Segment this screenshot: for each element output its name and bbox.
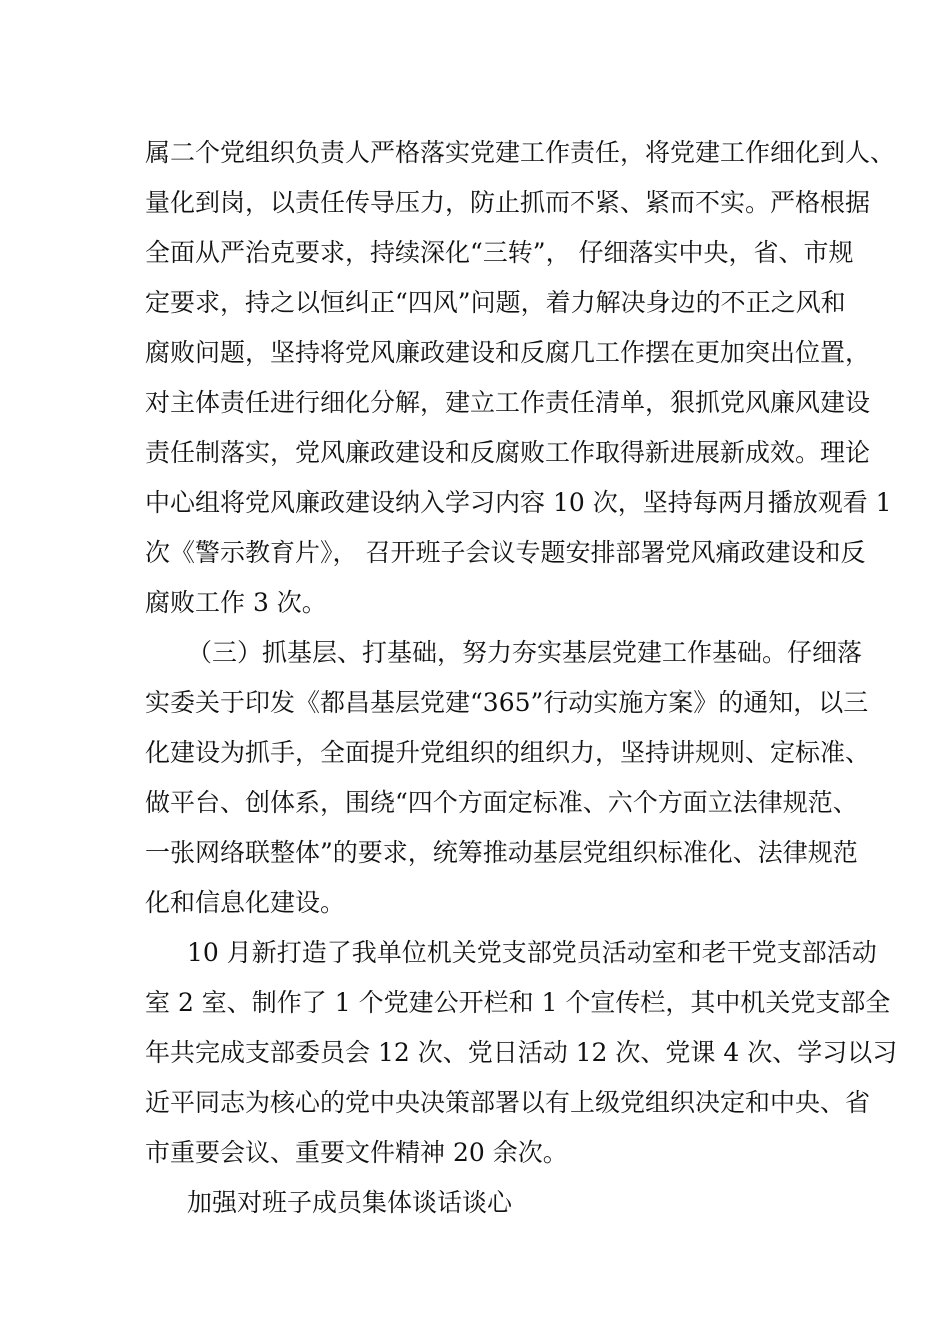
text-line: 近平同志为核心的党中央决策部署以有上级党组织决定和中央、省 [145, 1088, 871, 1117]
text-line: 实委关于印发《都昌基层党建“365”行动实施方案》的通知，以三 [145, 688, 869, 717]
text-line: 对主体责任进行细化分解，建立工作责任清单，狠抓党风廉风建设 [145, 388, 871, 417]
text-line: 责任制落实，党风廉政建设和反腐败工作取得新进展新成效。理论 [145, 438, 871, 467]
paragraph-4 [145, 1178, 825, 1228]
text-line: 全面从严治克要求，持续深化“三转”， 仔细落实中央，省、市规 [145, 238, 854, 267]
document-body [145, 128, 898, 1228]
text-line: 加强对班子成员集体谈话谈心 [187, 1188, 513, 1217]
text-line: 次《警示教育片》， 召开班子会议专题安排部署党风痛政建设和反 [145, 538, 866, 567]
text-line: 腐败问题，坚持将党风廉政建设和反腐几工作摆在更加突出位置， [145, 338, 871, 367]
text-line: 市重要会议、重要文件精神 20 余次。 [145, 1138, 568, 1167]
text-line: 中心组将党风廉政建设纳入学习内容 10 次，坚持每两月播放观看 1 [145, 488, 892, 517]
text-line: （三）抓基层、打基础，努力夯实基层党建工作基础。仔细落 [187, 638, 863, 667]
text-line: 做平台、创体系，围绕“四个方面定标准、六个方面立法律规范、 [145, 788, 858, 817]
text-line: 室 2 室、制作了 1 个党建公开栏和 1 个宣传栏，其中机关党支部全 [145, 988, 891, 1017]
paragraph-3 [145, 928, 898, 1178]
paragraph-2 [145, 628, 871, 928]
text-line: 化建设为抓手，全面提升党组织的组织力，坚持讲规则、定标准、 [145, 738, 871, 767]
text-line: 腐败工作 3 次。 [145, 588, 327, 617]
text-line: 一张网络联整体”的要求，统筹推动基层党组织标准化、法律规范 [145, 838, 858, 867]
text-line: 年共完成支部委员会 12 次、党日活动 12 次、党课 4 次、学习以习 [145, 1038, 898, 1067]
text-line: 属二个党组织负责人严格落实党建工作责任，将党建工作细化到人、 [145, 138, 896, 167]
text-line: 量化到岗，以责任传导压力，防止抓而不紧、紧而不实。严格根据 [145, 188, 871, 217]
text-line: 10 月新打造了我单位机关党支部党员活动室和老干党支部活动 [187, 938, 877, 967]
text-line: 化和信息化建设。 [145, 888, 346, 917]
paragraph-1 [145, 128, 896, 628]
text-line: 定要求，持之以恒纠正“四风”问题，着力解决身边的不正之风和 [145, 288, 846, 317]
